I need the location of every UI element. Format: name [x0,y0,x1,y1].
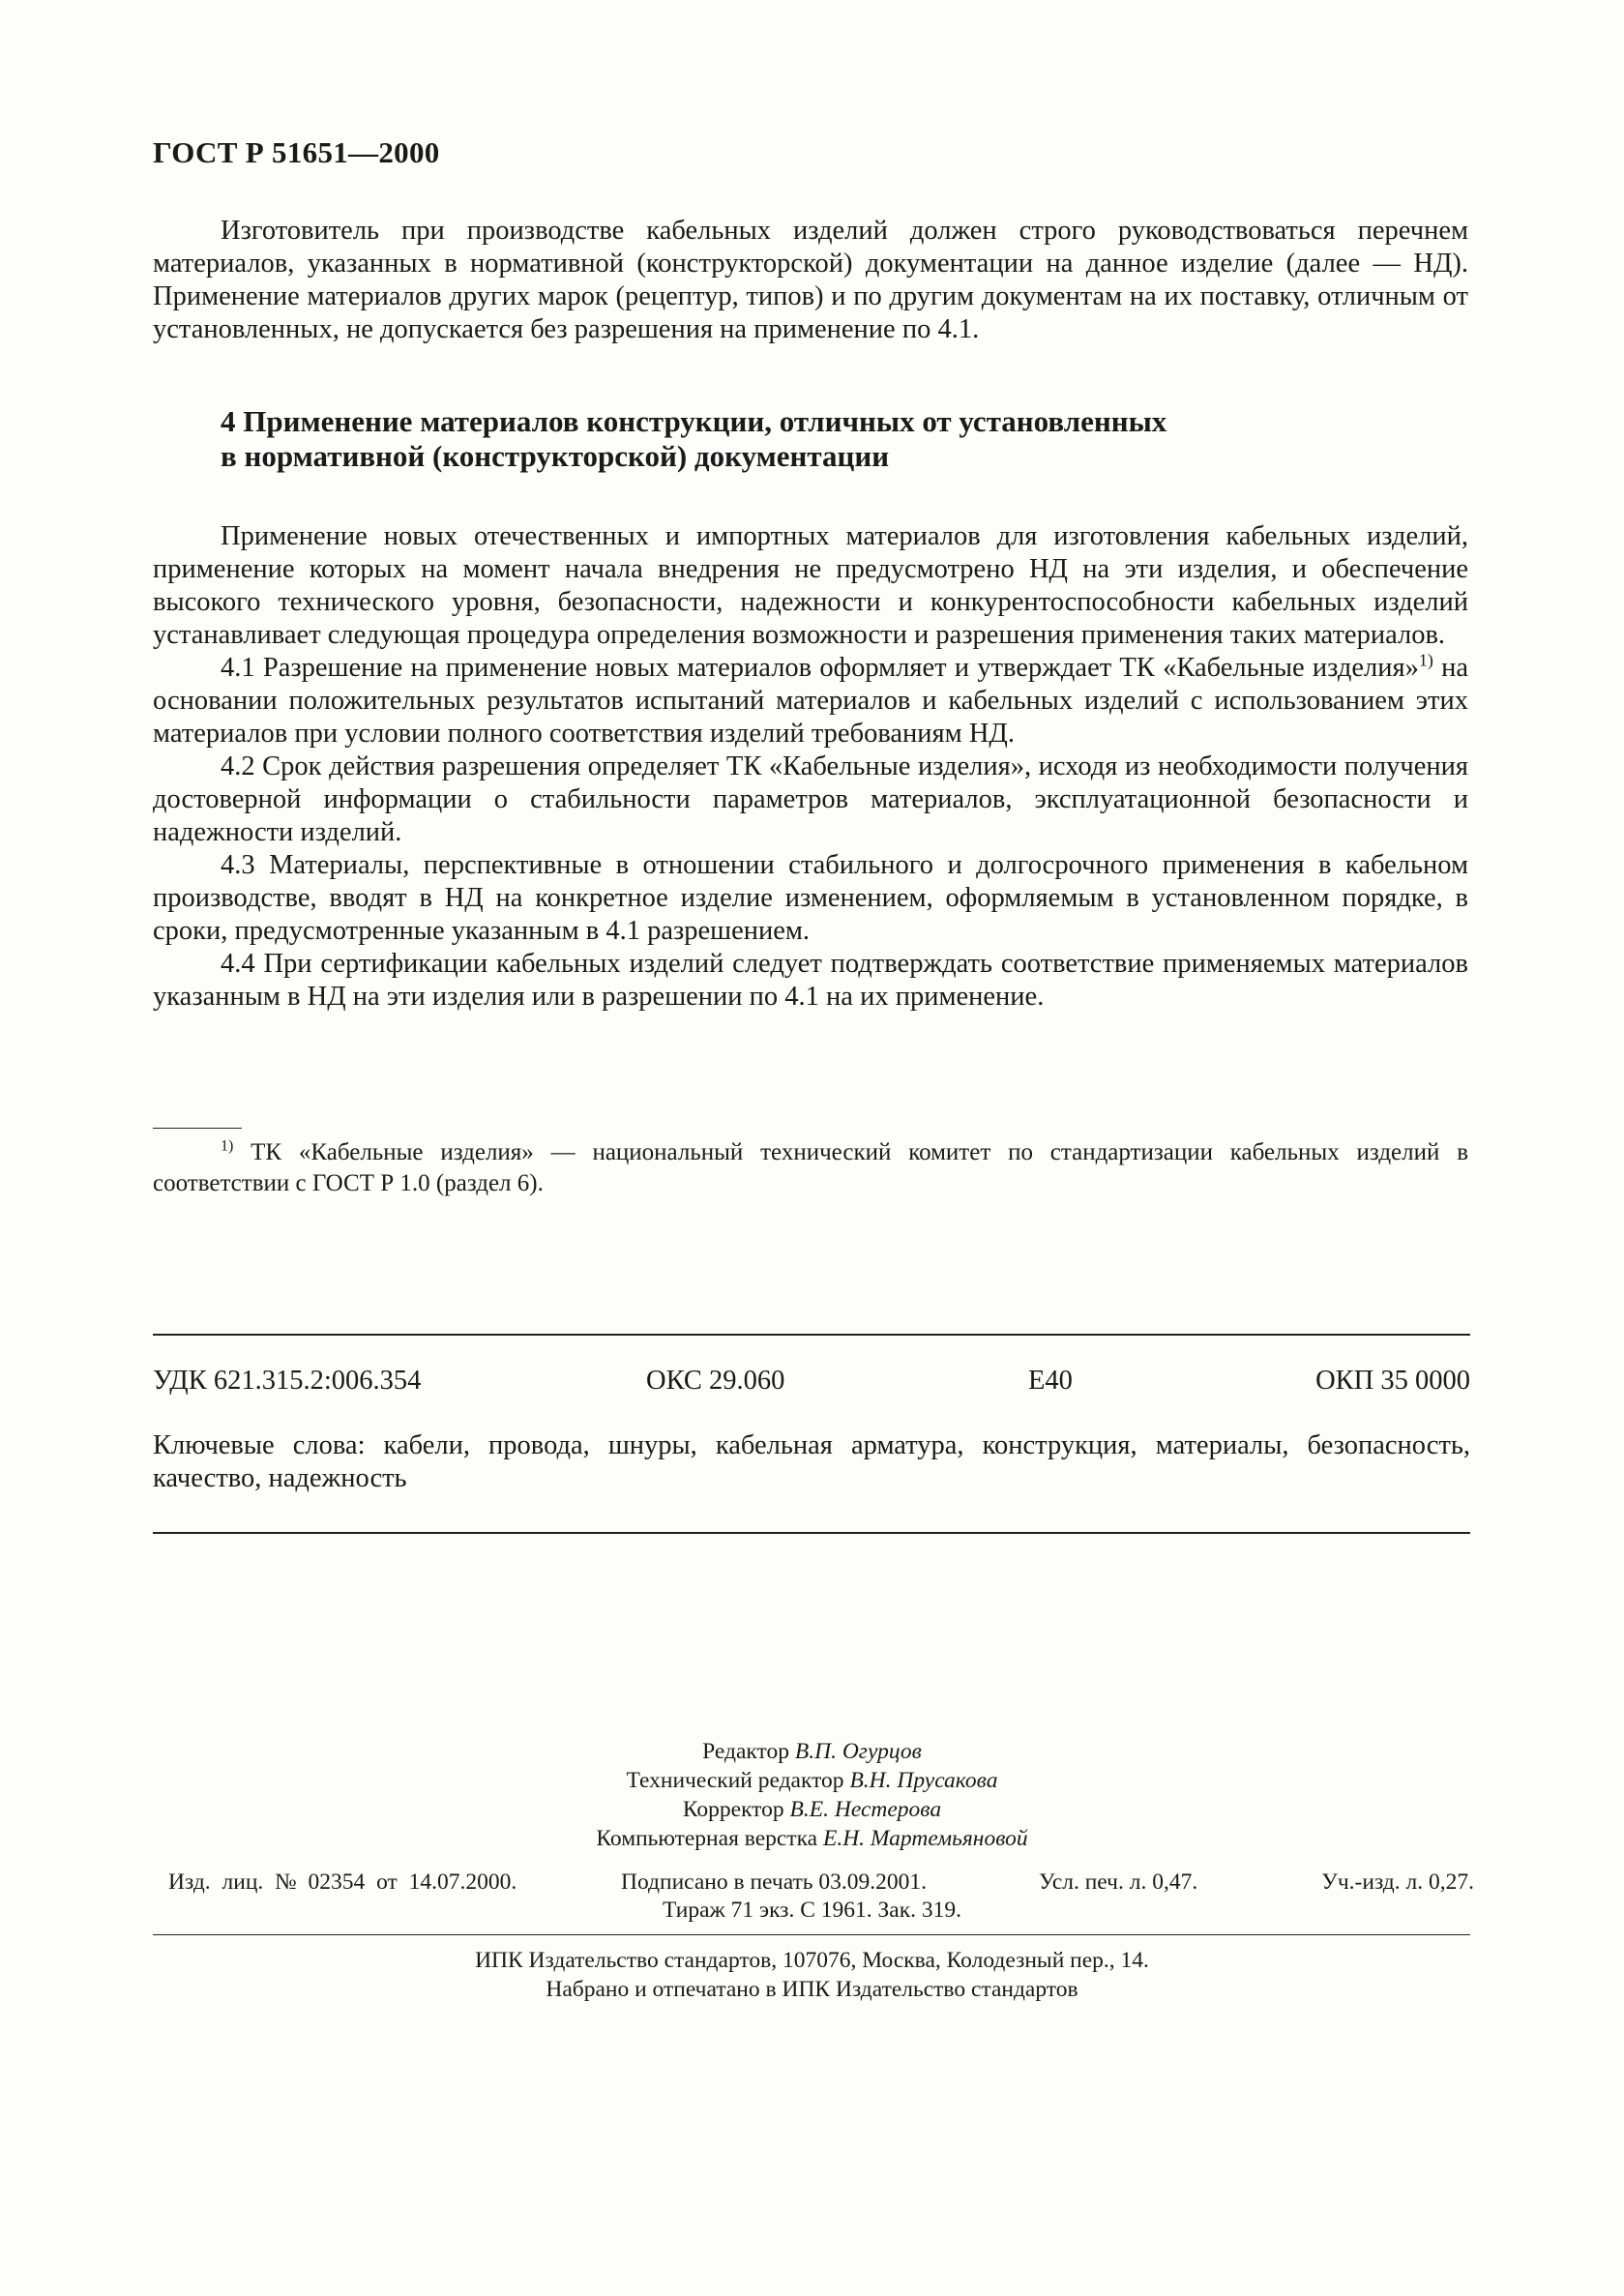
classification-codes-row [153,1366,1470,1404]
editorial-credits [0,1737,1624,1853]
credit-role: Корректор [682,1797,784,1822]
credit-technical-editor [0,1766,1624,1795]
publisher-rule [153,1934,1470,1935]
oks-code: ОКС 29.060 [646,1366,785,1396]
clause-4-1-text-end: на основании положительных результатов испытаний материалов и кабельных изделий с использованием этих материалов при условии полного соответствия изделий требованиям НД. [153,653,1468,749]
clause-4-1 [153,652,1468,751]
credit-person: В.П. Огурцов [794,1739,922,1764]
signed-to-print: Подписано в печать 03.09.2001. [621,1869,928,1895]
credit-proofreader [0,1795,1624,1824]
footnote [153,1137,1468,1199]
print-run-line: Тираж 71 экз. С 1961. Зак. 319. [662,1898,962,1923]
clause-4-1-text-start: 4.1 Разрешение на применение новых материалов оформляет и утверждает ТК «Кабельные изделия» [221,653,1419,683]
credit-role: Технический редактор [626,1768,844,1793]
section-4-heading-line-2: в нормативной (конструкторской) документации [221,439,890,473]
credit-role: Редактор [702,1739,789,1764]
footnote-text: ТК «Кабельные изделия» — национальный технический комитет по стандартизации кабельных изделий в соответствии с ГОСТ Р 1.0 (раздел 6). [153,1139,1468,1196]
clause-4-3: 4.3 Материалы, перспективные в отношении стабильного и долгосрочного применения в кабельном производстве, вводят в НД на конкретное изделие изменением, оформляемым в установленном порядке, в сроки, предусмотренные указанным в 4.1 разрешением. [153,850,1468,946]
credit-person: Е.Н. Мартемьяновой [822,1826,1028,1851]
okp-code: ОКП 35 0000 [1315,1366,1470,1396]
section-4-heading-line-1: 4 Применение материалов конструкции, отличных от установленных [221,404,1167,438]
intro-paragraph-block [153,215,1468,346]
credit-person: В.Е. Нестерова [789,1797,942,1822]
standard-running-head: ГОСТ Р 51651—2000 [153,135,440,169]
publishing-license: Изд. лиц. № 02354 от 14.07.2000. [168,1869,517,1895]
publisher-print-note: Набрано и отпечатано в ИПК Издательство стандартов [546,1977,1078,2002]
keywords-line: Ключевые слова: кабели, провода, шнуры, кабельная арматура, конструкция, материалы, безопасность, качество, надежность [153,1430,1470,1493]
credit-editor [0,1737,1624,1766]
print-details-row [168,1869,1474,1900]
publisher-info [0,1946,1624,2004]
publisher-address: ИПК Издательство стандартов, 107076, Москва, Колодезный пер., 14. [475,1948,1149,1973]
section-4-body [153,520,1468,1014]
footnote-separator-rule [153,1128,242,1129]
udk-code: УДК 621.315.2:006.354 [153,1366,422,1396]
credit-layout [0,1824,1624,1853]
footnote-reference-mark: 1) [1418,650,1433,670]
section-4-intro-paragraph: Применение новых отечественных и импортных материалов для изготовления кабельных изделий, применение которых на момент начала внедрения не предусмотрено НД на эти изделия, и обеспечение высокого технического уровня, безопасности, надежности и конкурентоспособности кабельных изделий устанавливает следующая процедура определения возможности и разрешения применения таких материалов. [153,521,1468,650]
clause-4-2: 4.2 Срок действия разрешения определяет ТК «Кабельные изделия», исходя из необходимости получения достоверной информации о стабильности параметров материалов, эксплуатационной безопасности и надежности изделий. [153,751,1468,847]
publishing-sheets: Уч.-изд. л. 0,27. [1321,1869,1474,1895]
printed-sheets: Усл. печ. л. 0,47. [1039,1869,1198,1895]
intro-paragraph: Изготовитель при производстве кабельных изделий должен строго руководствоваться перечнем материалов, указанных в нормативной (конструкторской) документации на данное изделие (далее — НД). Применение материалов других марок (рецептур, типов) и по другим документам на их поставку, отличным от установленных, не допускается без разрешения на применение по 4.1. [153,216,1468,344]
group-code: Е40 [1028,1366,1073,1396]
clause-4-4: 4.4 При сертификации кабельных изделий следует подтверждать соответствие применяемых материалов указанным в НД на эти изделия или в разрешении по 4.1 на их применение. [153,949,1468,1012]
credit-role: Компьютерная верстка [596,1826,818,1851]
footnote-mark: 1) [221,1137,234,1155]
classification-top-rule [153,1334,1470,1336]
section-4-heading [221,404,1381,474]
classification-bottom-rule [153,1532,1470,1534]
credit-person: В.Н. Прусакова [849,1768,998,1793]
footnote-paragraph [153,1137,1468,1199]
